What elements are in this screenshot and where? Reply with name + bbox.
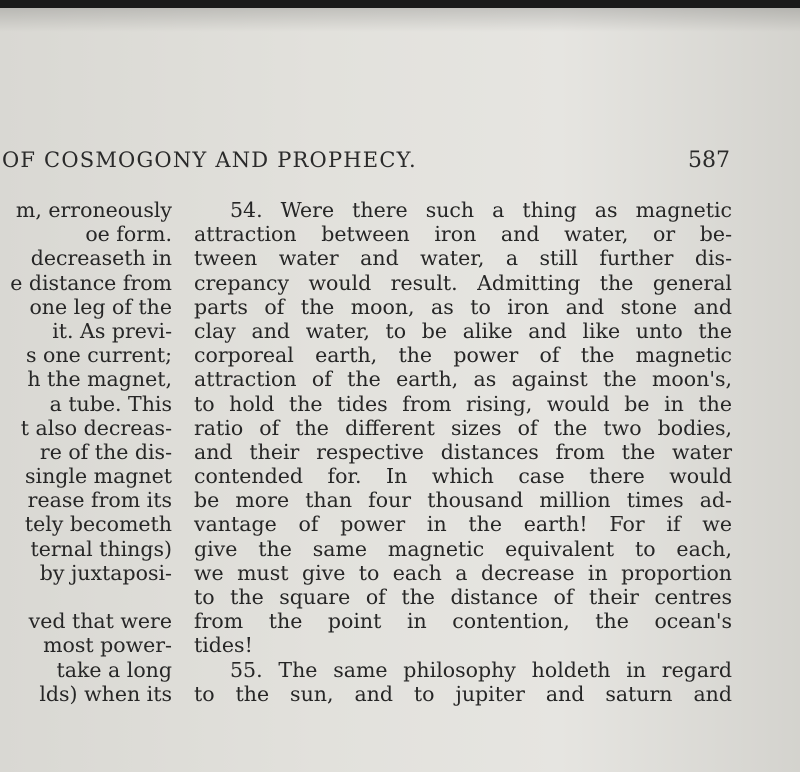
- right-column: [194, 198, 732, 706]
- body-line: we must give to each a decrease in proportion: [194, 560, 732, 585]
- body-line: clay and water, to be alike and like unto the: [194, 318, 732, 343]
- body-line: tides!: [194, 633, 253, 658]
- paragraph-gap: [0, 585, 172, 609]
- body-line: to the square of the distance of their centres: [194, 585, 732, 609]
- left-line: oe form.: [85, 222, 172, 247]
- body-line: 54. Were there such a thing as magnetic: [230, 198, 732, 222]
- left-line: most power-: [43, 633, 172, 658]
- page-shadow: [0, 8, 800, 32]
- body-line: give the same magnetic equivalent to each,: [194, 536, 732, 561]
- left-line: take a long: [56, 657, 172, 682]
- body-line: tween water and water, a still further dis-: [194, 246, 732, 271]
- left-line: by juxtaposi-: [39, 560, 172, 585]
- body-line: contended for. In which case there would: [194, 464, 732, 489]
- left-line: ved that were: [28, 609, 172, 634]
- left-line: decreaseth in: [30, 246, 172, 271]
- body-line: from the point in contention, the ocean's: [194, 609, 732, 634]
- left-line: m, erroneously: [15, 198, 172, 222]
- left-line: single magnet: [25, 464, 172, 489]
- body-line: parts of the moon, as to iron and stone and: [194, 294, 732, 319]
- body-line: crepancy would result. Admitting the general: [194, 270, 732, 295]
- body-line: and their respective distances from the water: [194, 439, 732, 464]
- body-line: attraction of the earth, as against the moon's,: [194, 367, 732, 392]
- left-line: re of the dis-: [39, 439, 172, 464]
- body-line: be more than four thousand million times ad-: [194, 488, 732, 513]
- left-line: t also decreas-: [20, 415, 172, 440]
- body-line: corporeal earth, the power of the magnetic: [194, 343, 732, 368]
- left-line: rease from its: [27, 488, 172, 513]
- body-line: ratio of the different sizes of the two bodies,: [194, 415, 732, 440]
- left-line: s one current;: [26, 343, 172, 368]
- left-line: e distance from: [10, 270, 172, 295]
- book-page: [0, 8, 800, 772]
- left-line: a tube. This: [49, 391, 172, 416]
- left-line: tely becometh: [24, 512, 172, 537]
- body-line: to the sun, and to jupiter and saturn and: [194, 681, 732, 706]
- left-line: it. As previ-: [52, 318, 172, 343]
- left-line: ternal things): [30, 536, 172, 561]
- body-line: attraction between iron and water, or be-: [194, 222, 732, 247]
- left-column: [0, 198, 172, 706]
- left-line: one leg of the: [29, 294, 172, 319]
- left-line: h the magnet,: [27, 367, 172, 392]
- page-number: 587: [688, 148, 730, 173]
- left-line: lds) when its: [39, 681, 172, 706]
- body-line: 55. The same philosophy holdeth in regard: [230, 657, 732, 682]
- body-line: vantage of power in the earth! For if we: [194, 512, 732, 537]
- body-line: to hold the tides from rising, would be in the: [194, 391, 732, 416]
- running-title: OF COSMOGONY AND PROPHECY.: [2, 148, 417, 172]
- page-header: [0, 148, 800, 188]
